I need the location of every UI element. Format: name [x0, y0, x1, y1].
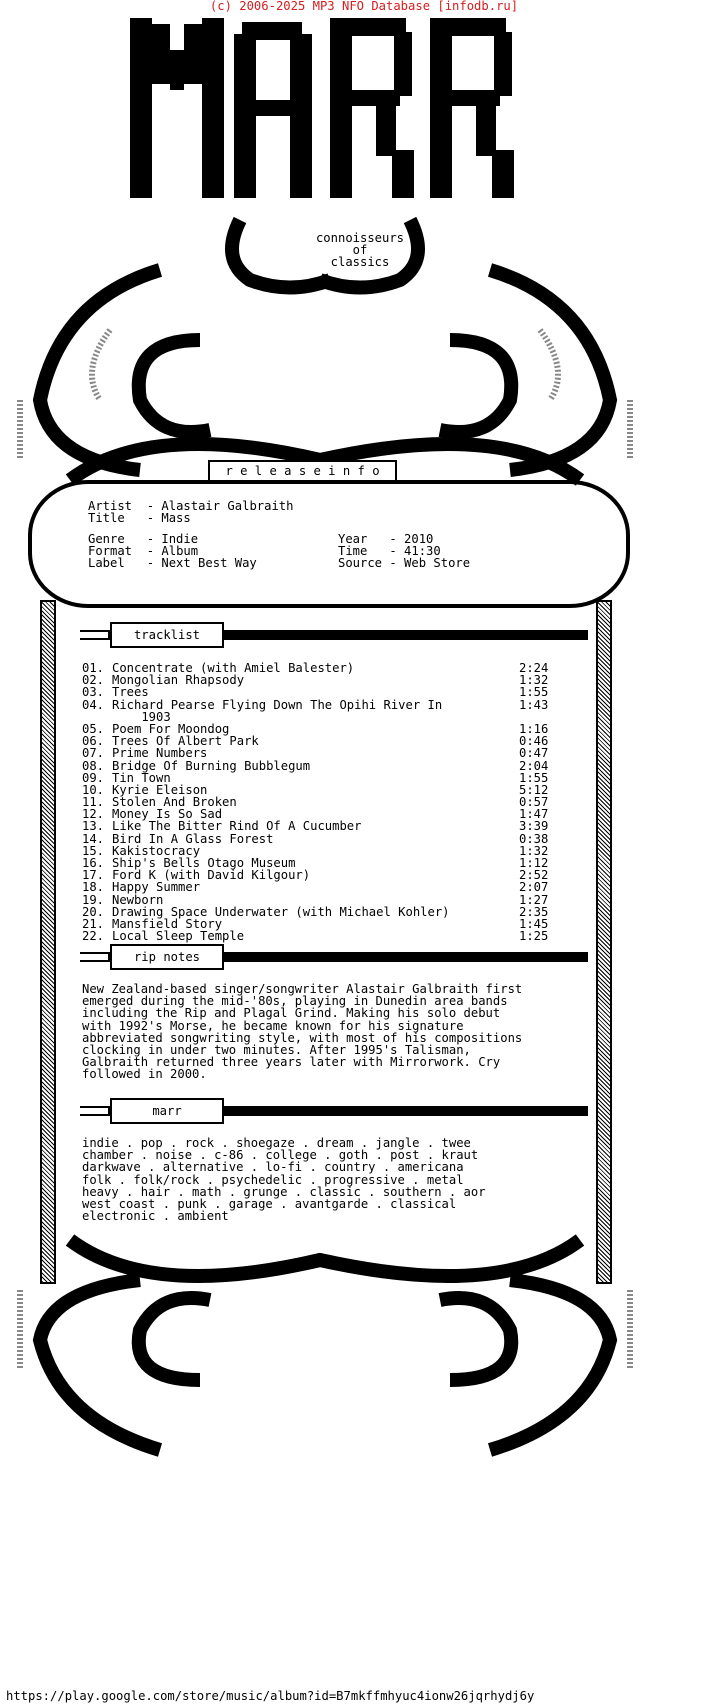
track-number: 13.: [82, 819, 105, 834]
track-duration: 1:16: [519, 721, 549, 736]
label-label: Label: [88, 556, 125, 570]
track-duration: 1:55: [519, 770, 549, 785]
track-number: 04.: [82, 697, 105, 712]
title-row: Title - Mass: [88, 511, 191, 525]
track-number: 17.: [82, 868, 105, 883]
track-duration: 0:57: [519, 795, 549, 810]
track-row: [82, 881, 559, 893]
track-title: Concentrate (with Amiel Balester): [112, 661, 355, 675]
track-duration: 3:39: [519, 819, 549, 834]
track-title: Ford K (with David Kilgour): [112, 868, 311, 883]
track-title: Prime Numbers: [112, 746, 208, 761]
track-number: 07.: [82, 746, 105, 761]
track-title: Richard Pearse Flying Down The Opihi River In: [112, 697, 443, 712]
track-title: Poem For Moondog: [112, 721, 230, 736]
track-title: Happy Summer: [112, 880, 201, 895]
track-number: 16.: [82, 856, 105, 870]
track-number: 03.: [82, 685, 105, 700]
track-title: Newborn: [112, 892, 164, 907]
track-duration: 2:07: [519, 880, 549, 895]
track-number: 06.: [82, 734, 105, 749]
track-title: Trees Of Albert Park: [112, 734, 259, 749]
title-label: Title: [88, 511, 125, 525]
copyright-notice: (c) 2006-2025 MP3 NFO Database [infodb.ru]: [209, 0, 519, 13]
track-duration: 2:24: [519, 661, 549, 675]
track-number: 05.: [82, 721, 105, 736]
track-number: 11.: [82, 795, 105, 810]
year-row: Year - 2010: [338, 532, 434, 546]
track-row: [82, 674, 559, 686]
track-title: Kyrie Eleison: [112, 782, 208, 797]
track-duration: 1:25: [519, 929, 549, 944]
time-row: Time - 41:30: [338, 544, 441, 558]
track-duration: 2:04: [519, 758, 549, 773]
genre-line: indie . pop . rock . shoegaze . dream . jangle . twee: [82, 1136, 471, 1150]
track-number: 12.: [82, 807, 105, 822]
track-duration: 0:47: [519, 746, 549, 761]
format-value: Album: [161, 544, 199, 558]
artist-label: Artist: [88, 499, 133, 513]
rip-notes-header: [80, 944, 588, 970]
track-duration: 0:38: [519, 831, 549, 846]
track-duration: 5:12: [519, 782, 549, 797]
genre-line: folk . folk/rock . psychedelic . progressive . metal: [82, 1172, 464, 1187]
genre-list: [82, 1137, 486, 1222]
rip-notes-text: [82, 983, 522, 1081]
marr-logo: [130, 10, 600, 210]
year-label: Year: [338, 532, 368, 546]
rip-notes-line: clocking in under two minutes. After 1995's Talisman,: [82, 1043, 471, 1058]
right-pillar: [596, 600, 612, 1284]
rip-notes-line: emerged during the mid-'80s, playing in Dunedin area bands: [82, 994, 508, 1009]
track-duration: 1:12: [519, 856, 549, 870]
track-title: Kakistocracy: [112, 843, 201, 858]
track-title: Local Sleep Temple: [112, 929, 245, 944]
track-title-continued: 1903: [112, 709, 171, 724]
source-row: Source - Web Store: [338, 556, 471, 570]
genre-line: heavy . hair . math . grunge . classic . southern . aor: [82, 1184, 486, 1199]
track-title: Drawing Space Underwater (with Michael Kohler): [112, 904, 450, 919]
track-number: 21.: [82, 916, 105, 931]
tagline-line: connoisseurs: [315, 231, 405, 245]
left-pillar: [40, 600, 56, 1284]
genre-label: Genre: [88, 532, 125, 546]
track-number: 08.: [82, 758, 105, 773]
genre-row: Genre - Indie: [88, 532, 199, 546]
year-value: 2010: [404, 532, 434, 546]
track-row: [82, 747, 559, 759]
track-duration: 1:45: [519, 916, 549, 931]
track-number: 10.: [82, 782, 105, 797]
source-value: Web Store: [404, 556, 471, 570]
track-duration: 1:43: [519, 697, 549, 712]
track-title: Mongolian Rhapsody: [112, 673, 245, 688]
track-number: 01.: [82, 661, 105, 675]
track-row: [82, 760, 559, 772]
track-duration: 1:55: [519, 685, 549, 700]
genre-line: chamber . noise . c-86 . college . goth . post . kraut: [82, 1148, 479, 1163]
title-value: Mass: [161, 511, 191, 525]
track-duration: 2:35: [519, 904, 549, 919]
track-row: [82, 930, 559, 942]
rip-notes-line: New Zealand-based singer/songwriter Alastair Galbraith first: [82, 982, 523, 996]
track-title: Like The Bitter Rind Of A Cucumber: [112, 819, 362, 834]
track-number: 14.: [82, 831, 105, 846]
track-number: 02.: [82, 673, 105, 688]
label-value: Next Best Way: [161, 556, 257, 570]
artist-row: Artist - Alastair Galbraith: [88, 499, 294, 513]
source-url[interactable]: https://play.google.com/store/music/album?id=B7mkffmhyuc4ionw26jqrhydj6y: [6, 1689, 535, 1703]
track-row: [82, 820, 559, 832]
label-row: Label - Next Best Way: [88, 556, 257, 570]
rip-notes-line: abbreviated songwriting style, with most of his compositions: [82, 1030, 523, 1045]
format-row: Format - Album: [88, 544, 199, 558]
track-title: Bridge Of Burning Bubblegum: [112, 758, 311, 773]
track-duration: 1:32: [519, 673, 549, 688]
tracklist-header: [80, 622, 588, 648]
rip-notes-line: with 1992's Morse, he became known for his signature: [82, 1018, 464, 1033]
track-duration: 2:52: [519, 868, 549, 883]
track-title: Stolen And Broken: [112, 795, 237, 810]
track-title: Mansfield Story: [112, 916, 223, 931]
tagline-line: classics: [330, 255, 390, 270]
track-duration: 1:27: [519, 892, 549, 907]
tagline-line: of: [352, 243, 368, 258]
track-row: [82, 894, 559, 906]
genre-line: darkwave . alternative . lo-fi . country . americana: [82, 1160, 464, 1175]
rip-notes-heading: rip notes: [110, 944, 224, 970]
track-row: [82, 686, 559, 698]
artist-value: Alastair Galbraith: [161, 499, 294, 513]
track-title: Bird In A Glass Forest: [112, 831, 274, 846]
genre-value: Indie: [161, 532, 199, 546]
rip-notes-line: followed in 2000.: [82, 1067, 207, 1082]
track-duration: 1:32: [519, 843, 549, 858]
track-duration: 1:47: [519, 807, 549, 822]
rip-notes-line: Galbraith returned three years later with Mirrorwork. Cry: [82, 1055, 501, 1070]
genre-line: west coast . punk . garage . avantgarde . classical: [82, 1197, 457, 1212]
format-label: Format: [88, 544, 133, 558]
marr-heading: marr: [110, 1098, 224, 1124]
track-number: 18.: [82, 880, 105, 895]
marr-header: [80, 1098, 588, 1124]
track-title: Ship's Bells Otago Museum: [112, 856, 296, 870]
track-number: 20.: [82, 904, 105, 919]
track-title: Money Is So Sad: [112, 807, 223, 822]
track-number: 22.: [82, 929, 105, 944]
track-number: 19.: [82, 892, 105, 907]
tracklist-heading: tracklist: [110, 622, 224, 648]
time-value: 41:30: [404, 544, 441, 558]
track-title: Trees: [112, 685, 149, 700]
genre-line: electronic . ambient: [82, 1209, 229, 1224]
track-title: Tin Town: [112, 770, 171, 785]
track-row: [82, 699, 559, 711]
source-label: Source: [338, 556, 383, 570]
rip-notes-line: including the Rip and Plagal Grind. Making his solo debut: [82, 1006, 501, 1021]
track-duration: 0:46: [519, 734, 549, 749]
track-number: 15.: [82, 843, 105, 858]
time-label: Time: [338, 544, 368, 558]
track-row: [82, 833, 559, 845]
track-number: 09.: [82, 770, 105, 785]
tracklist: [82, 662, 559, 942]
bottom-ornament: [0, 1230, 650, 1470]
release-info-heading: r e l e a s e i n f o: [208, 460, 397, 482]
